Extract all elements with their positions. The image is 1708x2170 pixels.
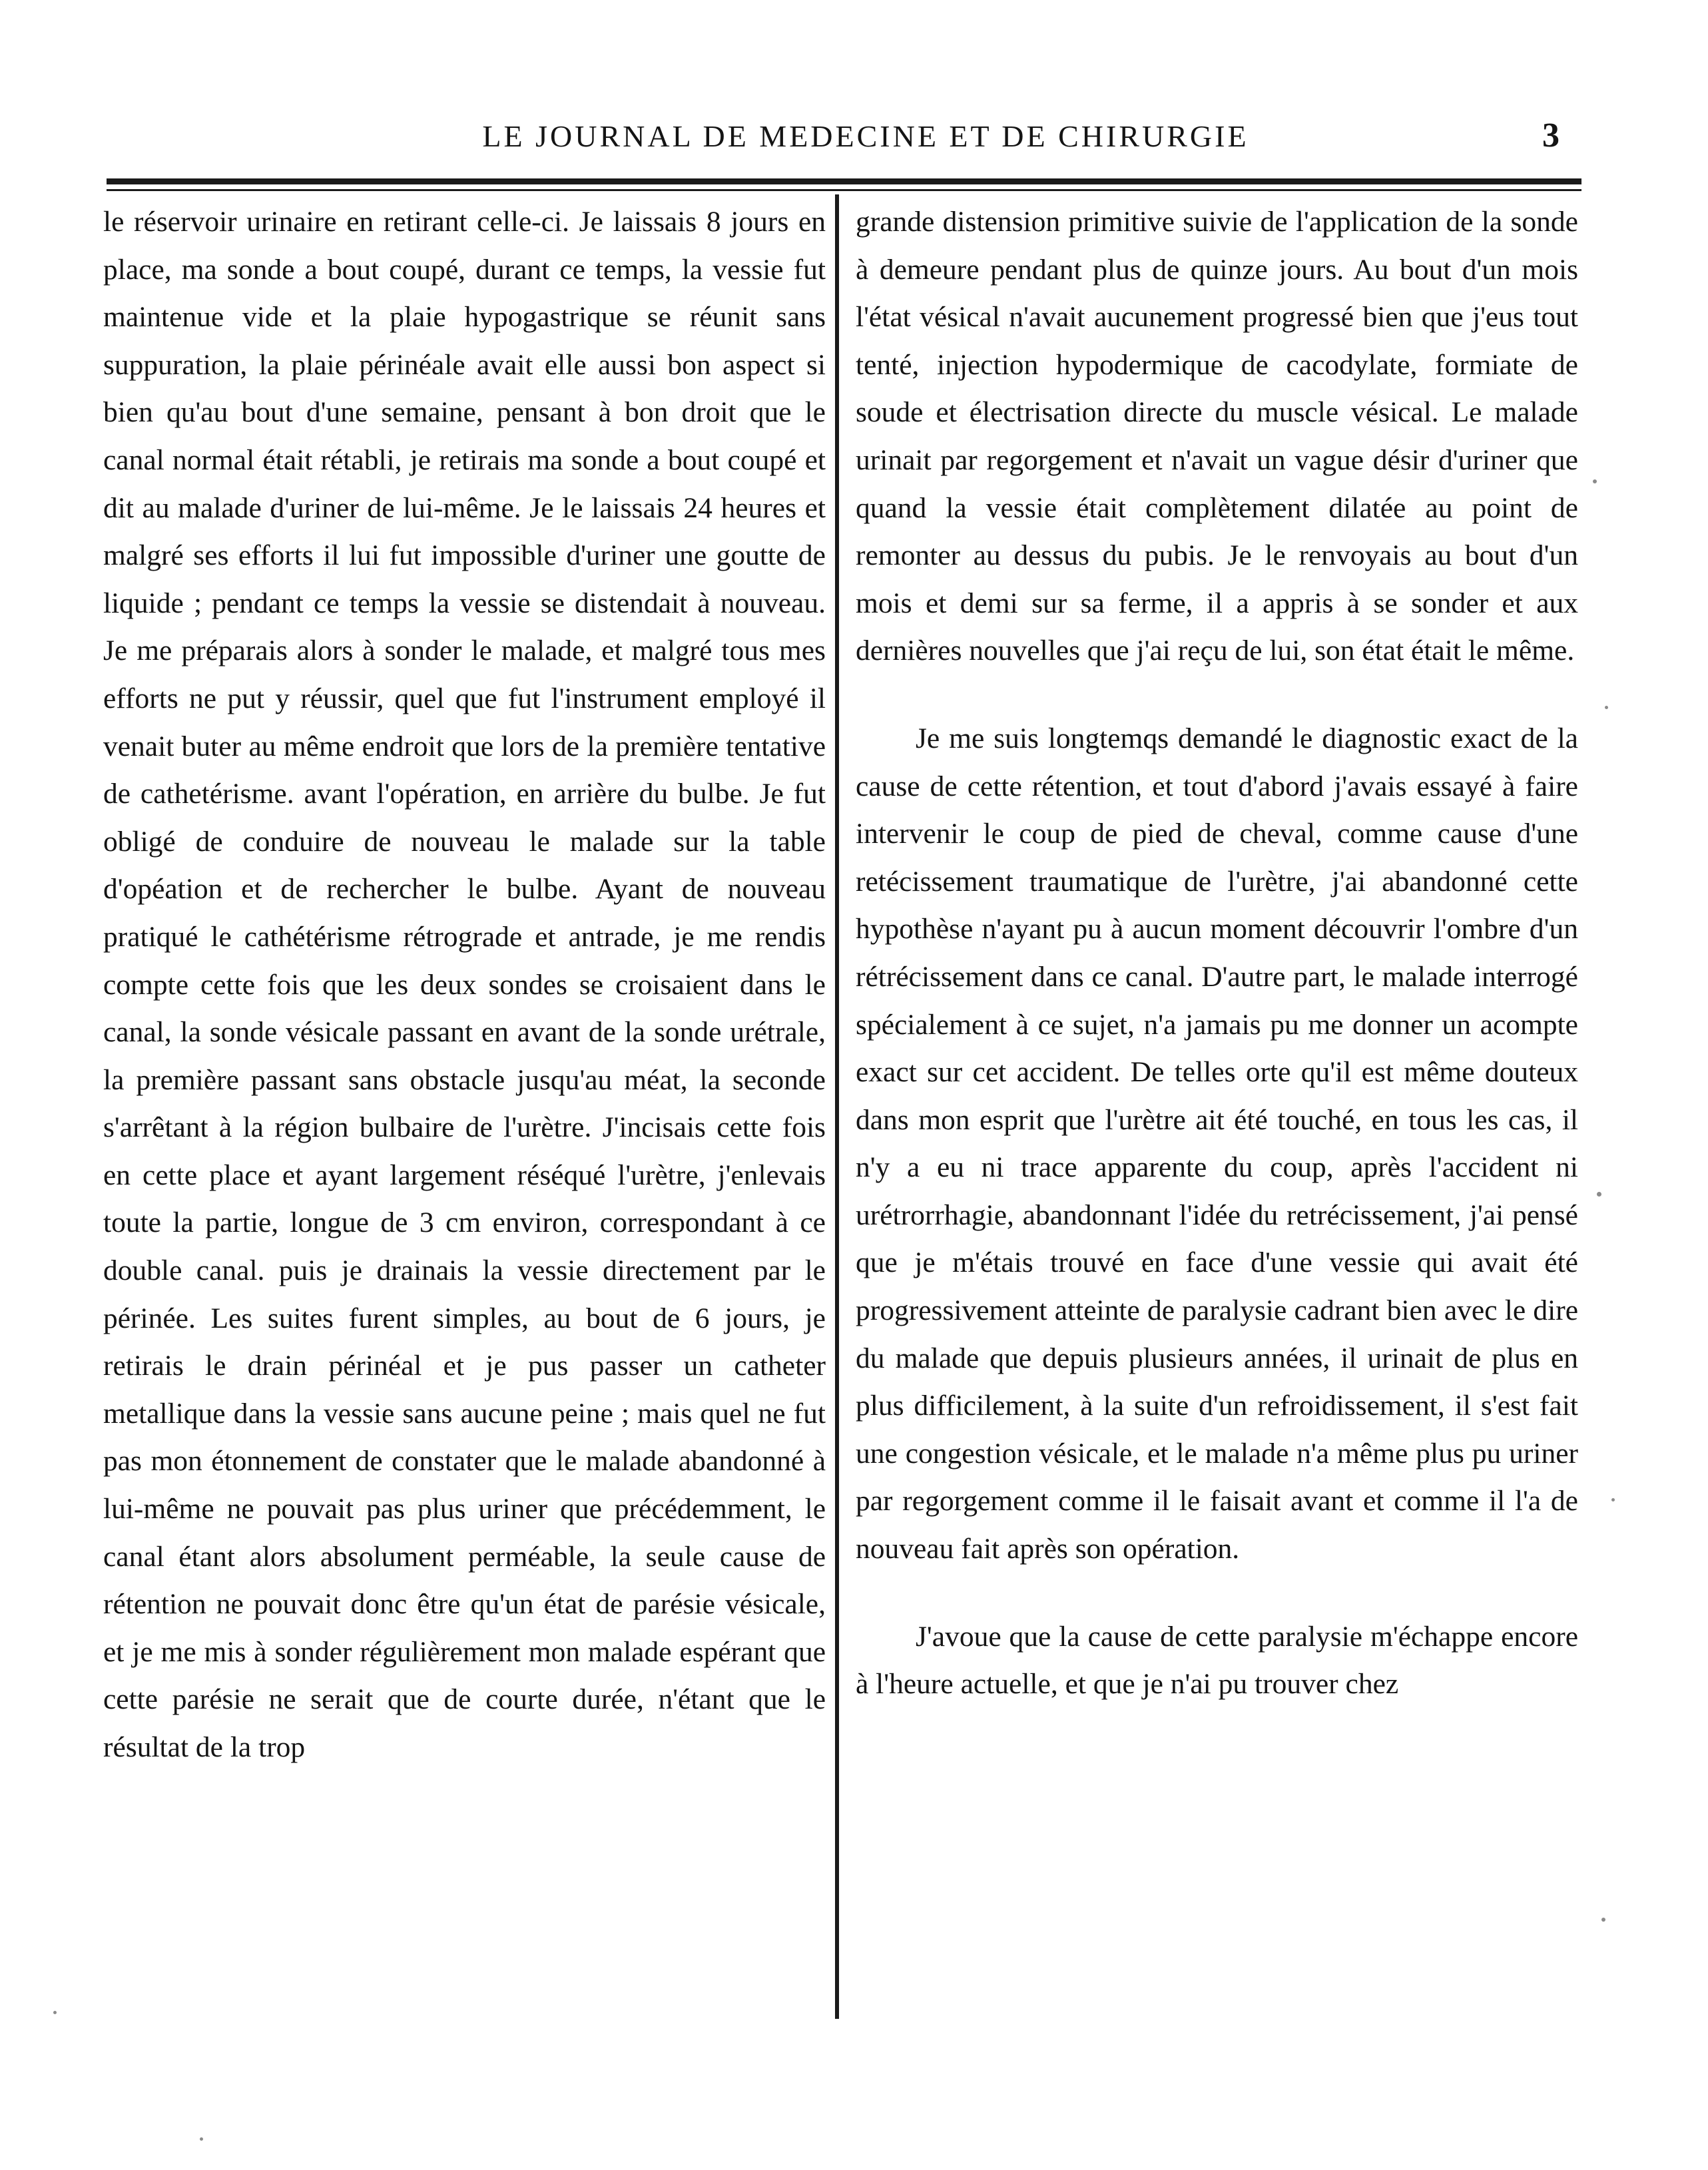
running-header: LE JOURNAL DE MEDECINE ET DE CHIRURGIE: [482, 119, 1249, 153]
scan-speck: [1597, 1192, 1601, 1197]
left-column: [103, 198, 826, 1772]
header-rule-thin: [107, 189, 1581, 191]
scan-speck: [200, 2137, 203, 2141]
header-rule-thick: [107, 178, 1581, 184]
scan-speck: [53, 2011, 57, 2014]
scan-speck: [1593, 479, 1597, 483]
right-paragraph-1: grande distension primitive suivie de l'application de la sonde à demeure pendant plus de quinze jours. Au bout d'un mois l'état vésical n'avait aucunement progressé bien que j'eus tout tenté, injection hypodermique de cacodylate, formiate de soude et électrisation directe du muscle vésical. Le malade urinait par regorgement et n'avait un vague désir d'uriner que quand la vessie était complètement dilatée au point de remonter au dessus du pubis. Je le renvoyais au bout d'un mois et demi sur sa ferme, il a appris à se sonder et aux dernières nouvelles que j'ai reçu de lui, son état était le même.: [856, 206, 1578, 667]
right-paragraph-2: Je me suis longtemqs demandé le diagnostic exact de la cause de cette rétention, et tout d'abord j'avais essayé à faire intervenir le coup de pied de cheval, comme cause d'une retécissement traumatique de l'urètre, j'ai abandonné cette hypothèse n'ayant pu à aucun moment découvrir l'ombre d'un rétrécissement dans ce canal. D'autre part, le malade interrogé spécialement à ce sujet, n'a jamais pu me donner un acompte exact sur cet accident. De telles orte qu'il est même douteux dans mon esprit que l'urètre ait été touché, en tous les cas, il n'y a eu ni trace apparente du coup, après l'accident ni urétrorrhagie, abandonnant l'idée du retrécissement, j'ai pensé que je m'étais trouvé en face d'une vessie qui avait été progressivement atteinte de paralysie cadrant bien avec le dire du malade que depuis plusieurs années, il urinait de plus en plus difficilement, à la suite d'un refroidissement, il s'est fait une congestion vésicale, et le malade n'a même plus pu uriner par regorgement comme il le faisait avant et comme il l'a de nouveau fait après son opération.: [856, 722, 1578, 1565]
scan-speck: [1601, 1918, 1605, 1922]
right-paragraph-3: J'avoue que la cause de cette paralysie m'échappe encore à l'heure actuelle, et que je n'ai pu trouver chez: [856, 1620, 1578, 1701]
scan-speck: [1605, 706, 1608, 709]
left-paragraph-1: le réservoir urinaire en retirant celle-ci. Je laissais 8 jours en place, ma sonde a bout coupé, durant ce temps, la vessie fut maintenue vide et la plaie hypogastrique se réunit sans suppuration, la plaie périnéale avait elle aussi bon aspect si bien qu'au bout d'une semaine, pensant à bon droit que le canal normal était rétabli, je retirais ma sonde a bout coupé et dit au malade d'uriner de lui-même. Je le laissais 24 heures et malgré ses efforts il lui fut impossible d'uriner une goutte de liquide ; pendant ce temps la vessie se distendait à nouveau. Je me préparais alors à sonder le malade, et malgré tous mes efforts ne put y réussir, quel que fut l'instrument employé il venait buter au même endroit que lors de la première tentative de cathetérisme. avant l'opération, en arrière du bulbe. Je fut obligé de conduire de nouveau le malade sur la table d'opéation et de rechercher le bulbe. Ayant de nouveau pratiqué le cathétérisme rétrograde et antrade, je me rendis compte cette fois que les deux sondes se croisaient dans le canal, la sonde vésicale passant en avant de la sonde urétrale, la première passant sans obstacle jusqu'au méat, la seconde s'arrêtant à la région bulbaire de l'urètre. J'incisais cette fois en cette place et ayant largement réséqué l'urètre, j'enlevais toute la partie, longue de 3 cm environ, correspondant à ce double canal. puis je drainais la vessie directement par le périnée. Les suites furent simples, au bout de 6 jours, je retirais le drain périnéal et je pus passer un catheter metallique dans la vessie sans aucune peine ; mais quel ne fut pas mon étonnement de constater que le malade abandonné à lui-même ne pouvait pas plus uriner que précédemment, le canal étant alors absolument perméable, la seule cause de rétention ne pouvait donc être qu'un état de parésie vésicale, et je me mis à sonder régulièrement mon malade espérant que cette parésie ne serait que de courte durée, n'étant que le résultat de la trop: [103, 206, 826, 1763]
right-column: [856, 198, 1578, 1709]
page-number: 3: [1542, 117, 1560, 154]
column-divider: [835, 194, 839, 2019]
scan-speck: [1611, 1498, 1615, 1501]
